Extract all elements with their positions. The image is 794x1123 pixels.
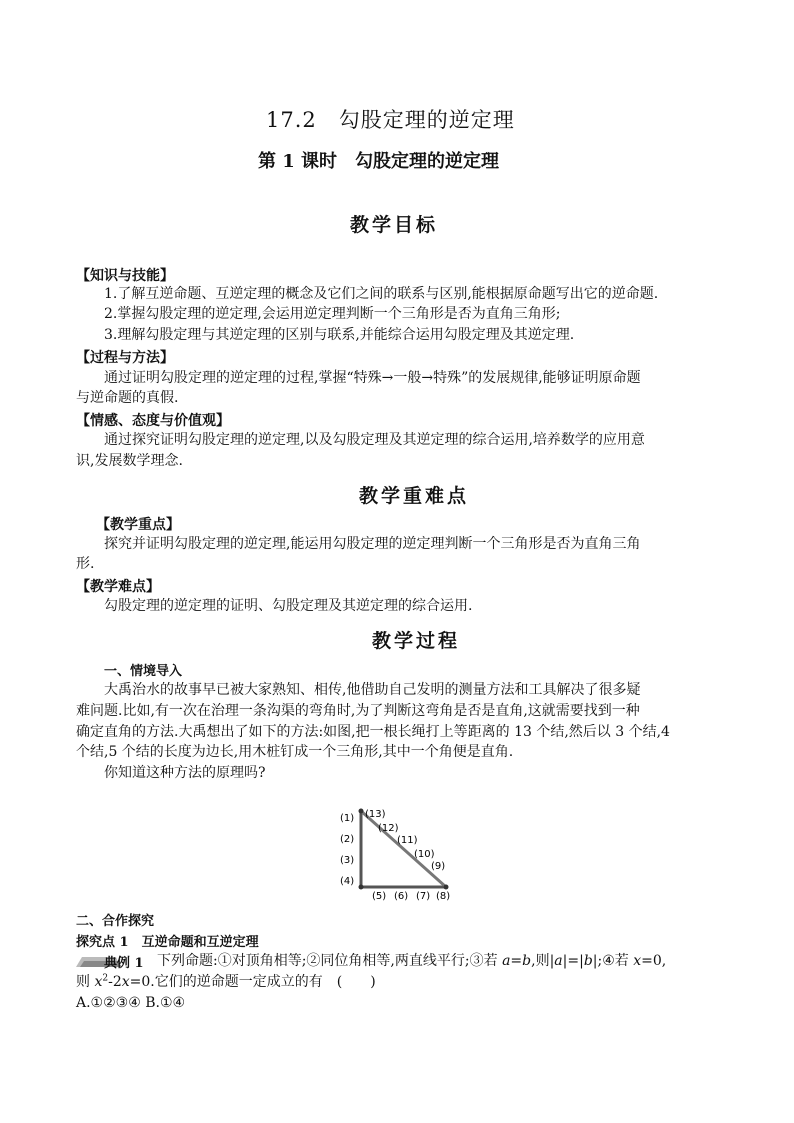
story-line: 难问题.比如,有一次在治理一条沟渠的弯角时,为了判断这弯角是否是直角,这就需要找到一种: [76, 703, 640, 719]
answer-choices: A.①②③④ B.①④: [76, 995, 186, 1011]
figure-label: (9): [431, 861, 446, 872]
knot: [359, 885, 364, 890]
page-subtitle: 第 1 课时 勾股定理的逆定理: [258, 151, 500, 172]
story-line: 个结,5 个结的长度为边长,用木桩钉成一个三角形,其中一个角便是直角.: [76, 744, 514, 760]
section1-title: 一、情境导入: [104, 664, 183, 679]
figure-label: (10): [414, 849, 435, 860]
focus-label: 【教学重点】: [96, 517, 180, 533]
figure-label: (8): [436, 891, 451, 902]
example-label: 典例 1: [104, 956, 144, 971]
knot: [359, 809, 364, 814]
figure-label: (7): [416, 891, 431, 902]
difficulty-line: 勾股定理的逆定理的证明、勾股定理及其逆定理的综合运用.: [104, 598, 473, 614]
story-line: 确定直角的方法.大禹想出了如下的方法:如图,把一根长绳打上等距离的 13 个结,然后以 3 个结,4: [76, 724, 670, 740]
section2-title: 二、合作探究: [76, 914, 155, 929]
process-line: 通过证明勾股定理的逆定理的过程,掌握“特殊→一般→特殊”的发展规律,能够证明原命题: [104, 370, 641, 386]
attitude-line: 识,发展数学理念.: [76, 453, 183, 469]
rope-triangle-figure: [334, 803, 464, 903]
figure-label: (4): [340, 876, 355, 887]
section-heading-objectives: 教学目标: [350, 214, 439, 236]
explore-point-title: 探究点 1 互逆命题和互逆定理: [76, 935, 259, 950]
attitude-label: 【情感、态度与价值观】: [76, 413, 230, 429]
figure-label: (3): [340, 855, 355, 866]
section-heading-key-points: 教学重难点: [359, 485, 470, 507]
process-label: 【过程与方法】: [76, 350, 174, 366]
knot: [444, 885, 449, 890]
figure-label: (2): [340, 834, 355, 845]
knowledge-item: 2.掌握勾股定理的逆定理,会运用逆定理判断一个三角形是否为直角三角形;: [104, 306, 561, 322]
knowledge-item: 1.了解互逆命题、互逆定理的概念及它们之间的联系与区别,能根据原命题写出它的逆命题.: [104, 286, 659, 302]
figure-label: (6): [394, 891, 409, 902]
story-line: 大禹治水的故事早已被大家熟知、相传,他借助自己发明的测量方法和工具解决了很多疑: [104, 682, 641, 698]
process-line: 与逆命题的真假.: [76, 390, 179, 406]
focus-line: 探究并证明勾股定理的逆定理,能运用勾股定理的逆定理判断一个三角形是否为直角三角: [104, 536, 641, 552]
example-line2: 则 $x^2-2x=0$.它们的逆命题一定成立的有 ( ): [76, 973, 376, 990]
section-heading-process: 教学过程: [372, 630, 461, 652]
knowledge-item: 3.理解勾股定理与其逆定理的区别与联系,并能综合运用勾股定理及其逆定理.: [104, 327, 575, 343]
focus-line: 形.: [76, 556, 95, 572]
example-text: 下列命题:①对顶角相等;②同位角相等,两直线平行;③若 a=b,则|a|=|b|;④若 x=0,: [157, 953, 667, 969]
page-title: 17.2 勾股定理的逆定理: [266, 108, 515, 132]
attitude-line: 通过探究证明勾股定理的逆定理,以及勾股定理及其逆定理的综合运用,培养数学的应用意: [104, 432, 645, 448]
question-line: 你知道这种方法的原理吗?: [104, 765, 266, 781]
difficulty-label: 【教学难点】: [76, 579, 160, 595]
figure-label: (11): [397, 835, 418, 846]
figure-label: (12): [378, 823, 399, 834]
figure-label: (13): [365, 809, 386, 820]
knowledge-label: 【知识与技能】: [76, 268, 174, 284]
figure-label: (1): [340, 813, 355, 824]
figure-label: (5): [372, 891, 387, 902]
